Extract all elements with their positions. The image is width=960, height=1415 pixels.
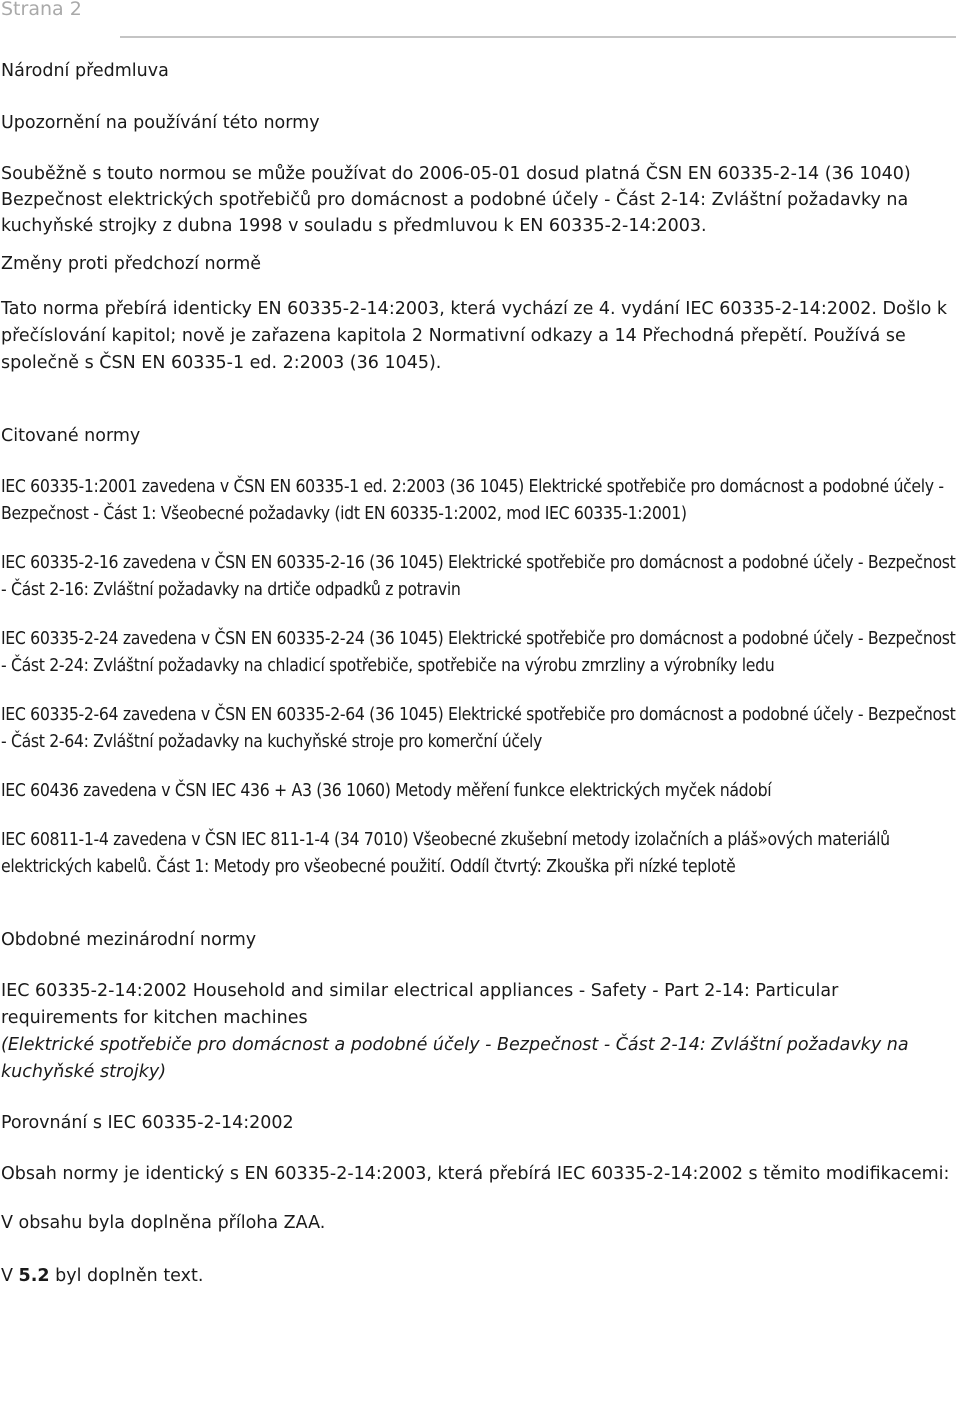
document-body bbox=[1, 58, 959, 1290]
cited-standards-list bbox=[1, 474, 959, 881]
clause-number: 5.2 bbox=[18, 1266, 50, 1286]
cited-standard-item: IEC 60436 zavedena v ČSN IEC 436 + A3 (36 1060) Metody měření funkce elektrických myček nádobí bbox=[1, 781, 772, 801]
comparison-heading: Porovnání s IEC 60335-2-14:2002 bbox=[1, 1113, 294, 1133]
changes-heading: Změny proti předchozí normě bbox=[1, 254, 262, 274]
clause-suffix: byl doplněn text. bbox=[49, 1266, 204, 1286]
comparison-text: Obsah normy je identický s EN 60335-2-14:2003, která přebírá IEC 60335-2-14:2002 s těmito modifikacemi: bbox=[1, 1164, 950, 1184]
cited-standards-heading: Citované normy bbox=[1, 426, 141, 446]
usage-notice-heading: Upozornění na používání této normy bbox=[1, 113, 320, 133]
page-number-label: Strana 2 bbox=[1, 0, 82, 20]
cited-standard-item: IEC 60335-2-24 zavedena v ČSN EN 60335-2-24 (36 1045) Elektrické spotřebiče pro domácnost a podobné účely - Bezpečnost - Část 2-24: Zvláštní požadavky na chladicí spotřebiče, spotřebiče na výrobu zmrzliny a výrobníky ledu bbox=[1, 629, 956, 676]
header-divider bbox=[120, 36, 956, 38]
cited-standard-item: IEC 60811-1-4 zavedena v ČSN IEC 811-1-4 (34 7010) Všeobecné zkušební metody izolačních a pláš»ových materiálů elektrických kabelů. Část 1: Metody pro všeobecné použití. Oddíl čtvrtý: Zkouška při nízké teplotě bbox=[1, 830, 890, 877]
clause-prefix: V bbox=[1, 1266, 19, 1286]
cited-standard-item: IEC 60335-2-16 zavedena v ČSN EN 60335-2-16 (36 1045) Elektrické spotřebiče pro domácnost a podobné účely - Bezpečnost - Část 2-16: Zvláštní požadavky na drtiče odpadků z potravin bbox=[1, 553, 956, 600]
annex-text: V obsahu byla doplněna příloha ZAA. bbox=[1, 1213, 326, 1233]
usage-notice-text: Souběžně s touto normou se může používat do 2006-05-01 dosud platná ČSN EN 60335-2-14 (36 1040) Bezpečnost elektrických spotřebičů pro domácnost a podobné účely - Část 2-14: Zvláštní požadavky na kuchyňské strojky z dubna 1998 v souladu s předmluvou k EN 60335-2-14:2003. bbox=[1, 164, 911, 236]
similar-standard-english: IEC 60335-2-14:2002 Household and similar electrical appliances - Safety - Part 2-14: Particular requirements for kitchen machines bbox=[1, 981, 839, 1028]
cited-standard-item: IEC 60335-2-64 zavedena v ČSN EN 60335-2-64 (36 1045) Elektrické spotřebiče pro domácnost a podobné účely - Bezpečnost - Část 2-64: Zvláštní požadavky na kuchyňské stroje pro komerční účely bbox=[1, 705, 956, 752]
similar-standard-czech: (Elektrické spotřebiče pro domácnost a podobné účely - Bezpečnost - Část 2-14: Zvláštní požadavky na kuchyňské strojky) bbox=[1, 1035, 909, 1082]
page-header bbox=[0, 0, 960, 27]
clause-note bbox=[1, 1263, 959, 1290]
national-foreword-heading: Národní předmluva bbox=[1, 61, 169, 81]
cited-standard-item: IEC 60335-1:2001 zavedena v ČSN EN 60335-1 ed. 2:2003 (36 1045) Elektrické spotřebiče pro domácnost a podobné účely - Bezpečnost - Část 1: Všeobecné požadavky (idt EN 60335-1:2002, mod IEC 60335-1:2001) bbox=[1, 477, 944, 524]
similar-standards-heading: Obdobné mezinárodní normy bbox=[1, 930, 257, 950]
changes-text: Tato norma přebírá identicky EN 60335-2-14:2003, která vychází ze 4. vydání IEC 60335-2-14:2002. Došlo k přečíslování kapitol; nově je zařazena kapitola 2 Normativní odkazy a 14 Přechodná přepětí. Používá se společně s ČSN EN 60335-1 ed. 2:2003 (36 1045). bbox=[1, 299, 948, 373]
